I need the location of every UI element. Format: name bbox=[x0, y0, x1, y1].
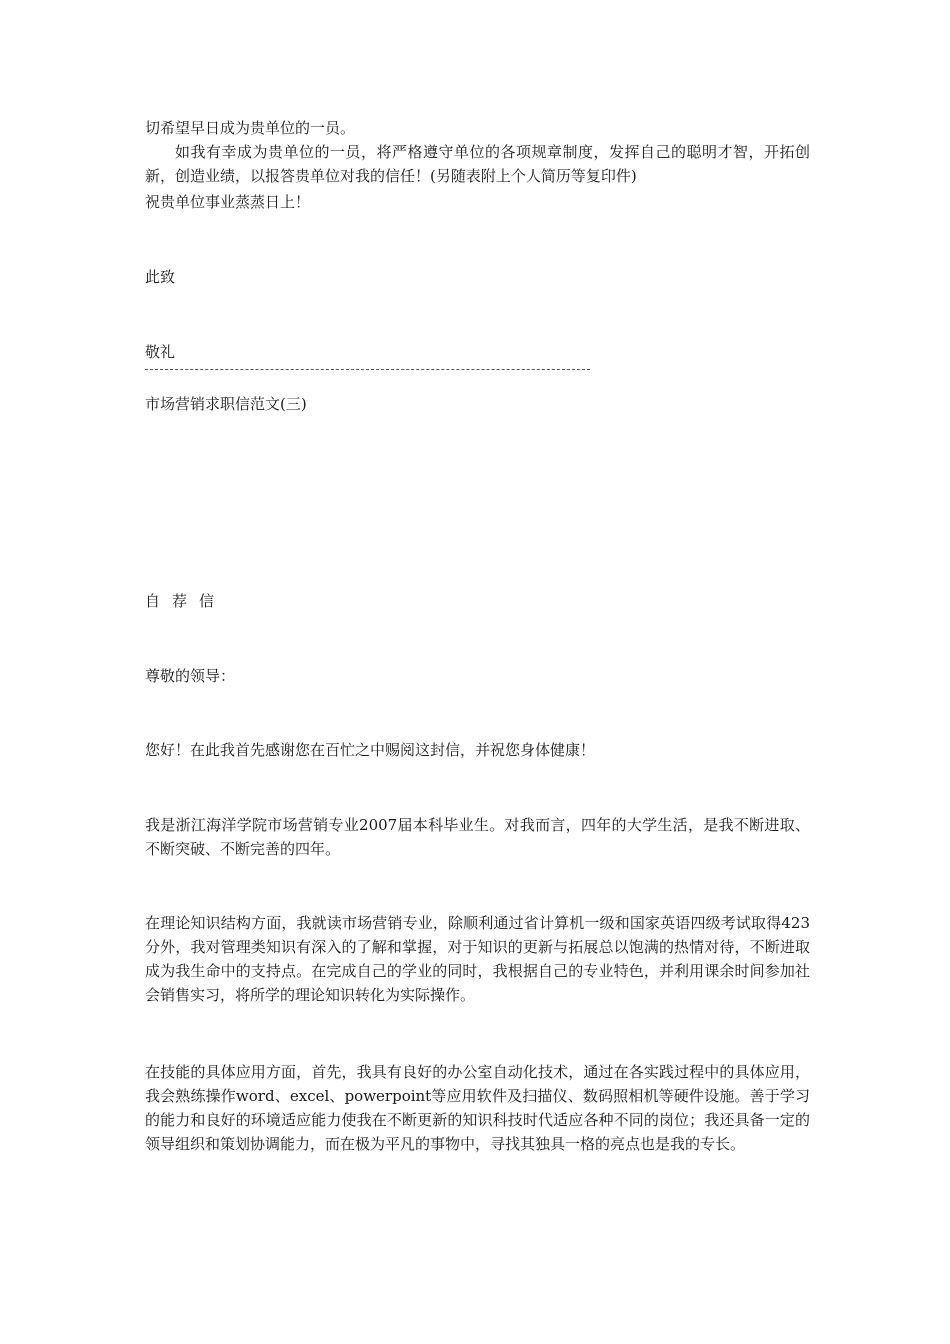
closing-regards: 敬礼 bbox=[145, 343, 176, 361]
closing-salutation: 此致 bbox=[145, 268, 176, 286]
theory-paragraph: 在理论知识结构方面，我就读市场营销专业，除顺利通过省计算机一级和国家英语四级考试取得423分外，我对管理类知识有深入的了解和掌握，对于知识的更新与拓展总以饱满的热情对待，不断进取成为我生命中的支持点。在完成自己的学业的同时，我根据自己的专业特色，并利用课余时间参加社会销售实习，将所学的理论知识转化为实际操作。 bbox=[145, 914, 810, 1004]
letter-salutation: 尊敬的领导： bbox=[145, 667, 236, 685]
section-divider bbox=[145, 369, 590, 370]
intro-paragraph: 我是浙江海洋学院市场营销专业2007届本科毕业生。对我而言，四年的大学生活，是我不断进取、不断突破、不断完善的四年。 bbox=[145, 816, 810, 858]
letter-title: 自荐信 bbox=[145, 592, 227, 610]
letter-continuation-line: 切希望早日成为贵单位的一员。 bbox=[145, 119, 356, 137]
letter-greeting: 您好！在此我首先感谢您在百忙之中赐阅这封信，并祝您身体健康！ bbox=[145, 741, 596, 759]
section-title: 市场营销求职信范文(三) bbox=[145, 395, 307, 413]
skills-paragraph: 在技能的具体应用方面，首先，我具有良好的办公室自动化技术，通过在各实践过程中的具体应用，我会熟练操作word、excel、powerpoint等应用软件及扫描仪、数码照相机等硬件设施。善于学习的能力和良好的环境适应能力使我在不断更新的知识科技时代适应各种不同的岗位；我还具备一定的领导组织和策划协调能力，而在极为平凡的事物中，寻找其独具一格的亮点也是我的专长。 bbox=[145, 1063, 810, 1153]
wish-line: 祝贵单位事业蒸蒸日上！ bbox=[145, 193, 311, 211]
commitment-paragraph: 如我有幸成为贵单位的一员，将严格遵守单位的各项规章制度，发挥自己的聪明才智，开拓创新，创造业绩，以报答贵单位对我的信任！(另随表附上个人简历等复印件) bbox=[145, 143, 810, 185]
